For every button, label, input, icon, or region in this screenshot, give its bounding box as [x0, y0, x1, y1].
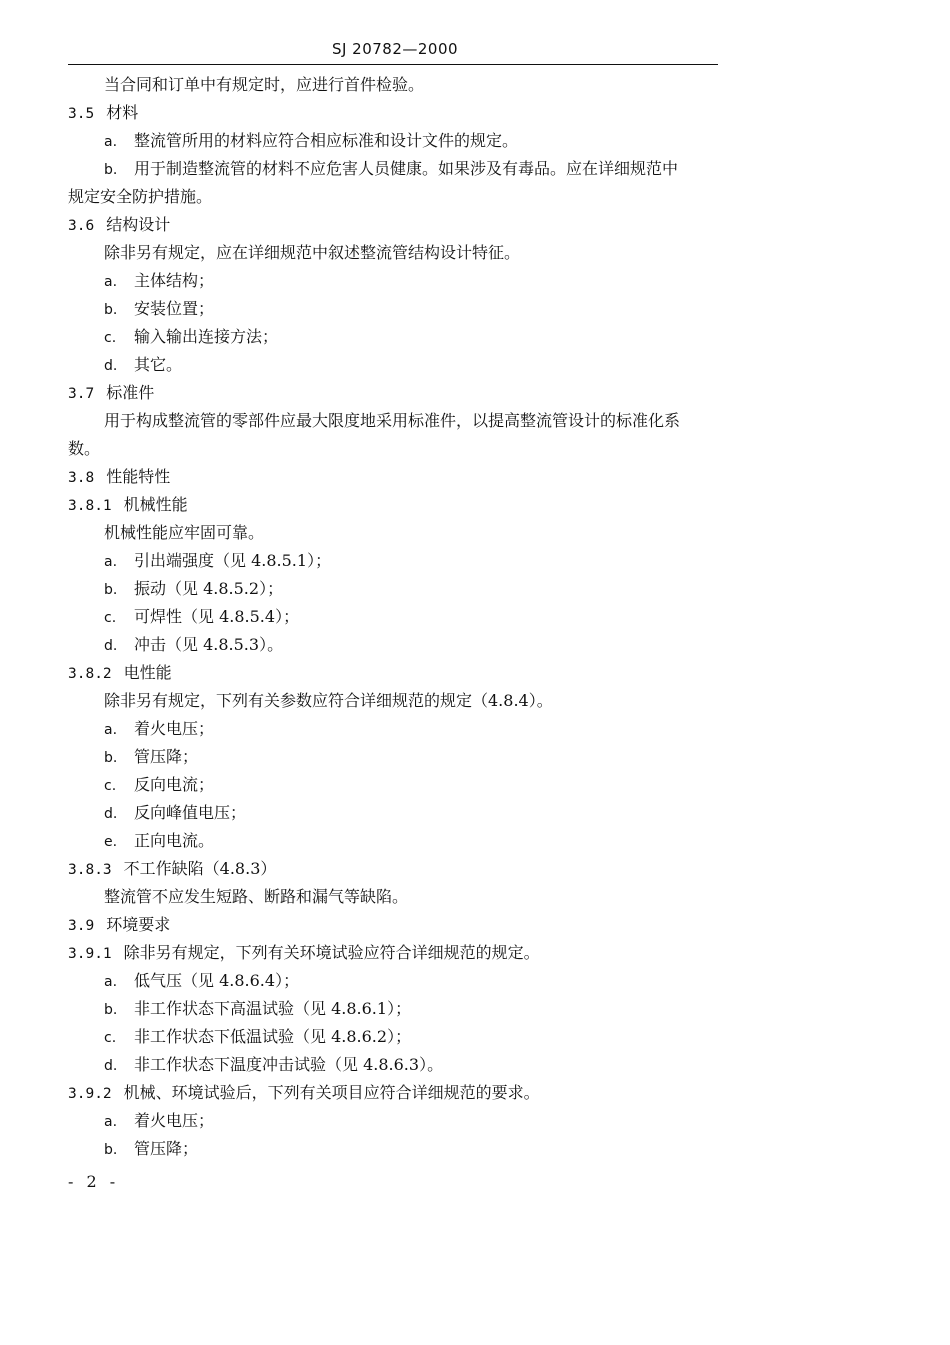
list-item-marker: b.: [104, 162, 118, 178]
list-item-marker: a.: [104, 1114, 118, 1130]
list-item: [104, 1027, 411, 1048]
list-item: [104, 1055, 443, 1076]
section-heading-text: 标准件: [106, 383, 155, 402]
list-item: [104, 719, 214, 740]
section-heading-text: 机械性能: [123, 495, 188, 514]
list-item: [104, 747, 198, 768]
list-item-text: 非工作状态下高温试验（见 4.8.6.1）；: [134, 999, 412, 1018]
list-item-marker: a.: [104, 134, 118, 150]
list-item: [104, 131, 518, 152]
list-item: [104, 635, 283, 656]
section-number: 3.8.1: [68, 498, 112, 514]
list-item: [104, 299, 214, 320]
section-number: 3.8.3: [68, 862, 112, 878]
paragraph-continuation: [68, 187, 212, 207]
list-item: [104, 355, 182, 376]
section-number: 3.8.2: [68, 666, 112, 682]
paragraph: [104, 523, 264, 543]
list-item: [104, 327, 278, 348]
section-number: 3.9.2: [68, 1086, 112, 1102]
list-item-marker: d.: [104, 806, 118, 822]
section-heading: [68, 103, 138, 124]
list-item: [104, 607, 299, 628]
list-item: [104, 1111, 214, 1132]
list-item: [104, 803, 246, 824]
paragraph-text: 除非另有规定，应在详细规范中叙述整流管结构设计特征。: [104, 243, 521, 262]
list-item-marker: b.: [104, 1142, 118, 1158]
list-item-marker: a.: [104, 274, 118, 290]
section-number: 3.9.1: [68, 946, 112, 962]
list-item-marker: c.: [104, 330, 117, 346]
list-item: [104, 971, 299, 992]
paragraph-continuation-text: 规定安全防护措施。: [68, 187, 213, 206]
list-item-text: 安装位置；: [134, 299, 215, 318]
list-item-marker: c.: [104, 1030, 117, 1046]
list-item-text: 反向电流；: [134, 775, 215, 794]
section-heading: [68, 383, 154, 404]
paragraph-continuation-text: 数。: [68, 439, 101, 458]
section-number: 3.9: [68, 918, 95, 934]
section-heading-text: 机械、环境试验后，下列有关项目应符合详细规范的要求。: [123, 1083, 540, 1102]
list-item-marker: c.: [104, 778, 117, 794]
section-heading: [68, 467, 170, 488]
page-number: - 2 -: [68, 1172, 120, 1191]
paragraph-text: 整流管不应发生短路、断路和漏气等缺陷。: [104, 887, 409, 906]
section-heading: [68, 1083, 540, 1104]
paragraph: [104, 887, 408, 907]
section-number: 3.6: [68, 218, 95, 234]
list-item: [104, 271, 214, 292]
list-item-text: 非工作状态下温度冲击试验（见 4.8.6.3）。: [134, 1055, 444, 1074]
paragraph: [104, 243, 520, 263]
list-item-marker: d.: [104, 1058, 118, 1074]
list-item-text: 可焊性（见 4.8.5.4）；: [134, 607, 300, 626]
list-item-text: 管压降；: [134, 747, 199, 766]
paragraph-text: 机械性能应牢固可靠。: [104, 523, 265, 542]
list-item: [104, 831, 214, 852]
list-item-marker: b.: [104, 582, 118, 598]
paragraph-text: 当合同和订单中有规定时，应进行首件检验。: [104, 75, 425, 94]
paragraph-continuation: [68, 439, 100, 459]
list-item-text: 输入输出连接方法；: [134, 327, 279, 346]
section-heading: [68, 215, 170, 236]
list-item-text: 着火电压；: [134, 719, 215, 738]
section-heading: [68, 915, 170, 936]
section-heading-text: 性能特性: [106, 467, 171, 486]
paragraph-text: 除非另有规定，下列有关参数应符合详细规范的规定（4.8.4）。: [104, 691, 553, 710]
list-item-text: 反向峰值电压；: [134, 803, 247, 822]
section-number: 3.8: [68, 470, 95, 486]
section-number: 3.7: [68, 386, 95, 402]
list-item-text: 低气压（见 4.8.6.4）；: [134, 971, 300, 990]
standard-code-header: SJ 20782—2000: [331, 40, 459, 58]
list-item-marker: a.: [104, 974, 118, 990]
list-item-marker: b.: [104, 750, 118, 766]
list-item-text: 用于制造整流管的材料不应危害人员健康。如果涉及有毒品。应在详细规范中: [134, 159, 679, 178]
list-item-text: 冲击（见 4.8.5.3）。: [134, 635, 284, 654]
list-item-text: 整流管所用的材料应符合相应标准和设计文件的规定。: [134, 131, 519, 150]
list-item: [104, 1139, 198, 1160]
list-item-text: 非工作状态下低温试验（见 4.8.6.2）；: [134, 1027, 412, 1046]
list-item-marker: a.: [104, 554, 118, 570]
section-heading-text: 材料: [106, 103, 139, 122]
list-item: [104, 551, 331, 572]
list-item-marker: d.: [104, 638, 118, 654]
list-item-text: 管压降；: [134, 1139, 199, 1158]
section-heading-text: 电性能: [123, 663, 172, 682]
list-item-marker: e.: [104, 834, 118, 850]
list-item-marker: b.: [104, 302, 118, 318]
section-heading-text: 结构设计: [106, 215, 171, 234]
section-heading: [68, 495, 188, 516]
list-item-marker: d.: [104, 358, 118, 374]
paragraph: [104, 75, 424, 95]
section-heading-text: 除非另有规定，下列有关环境试验应符合详细规范的规定。: [123, 943, 540, 962]
list-item-text: 其它。: [134, 355, 183, 374]
list-item-text: 着火电压；: [134, 1111, 215, 1130]
list-item-marker: a.: [104, 722, 118, 738]
list-item: [104, 775, 214, 796]
paragraph: [104, 411, 680, 431]
list-item-text: 引出端强度（见 4.8.5.1）；: [134, 551, 332, 570]
header-rule: [68, 64, 718, 65]
paragraph-text: 用于构成整流管的零部件应最大限度地采用标准件，以提高整流管设计的标准化系: [104, 411, 681, 430]
section-heading: [68, 943, 540, 964]
section-heading: [68, 663, 172, 684]
section-heading: [68, 859, 276, 880]
list-item: [104, 579, 283, 600]
list-item-marker: c.: [104, 610, 117, 626]
list-item: [104, 999, 411, 1020]
list-item-text: 振动（见 4.8.5.2）；: [134, 579, 284, 598]
list-item-text: 主体结构；: [134, 271, 215, 290]
list-item-text: 正向电流。: [134, 831, 215, 850]
section-heading-text: 环境要求: [106, 915, 171, 934]
section-heading-text: 不工作缺陷（4.8.3）: [123, 859, 277, 878]
list-item-marker: b.: [104, 1002, 118, 1018]
section-number: 3.5: [68, 106, 95, 122]
list-item: [104, 159, 678, 180]
paragraph: [104, 691, 553, 711]
